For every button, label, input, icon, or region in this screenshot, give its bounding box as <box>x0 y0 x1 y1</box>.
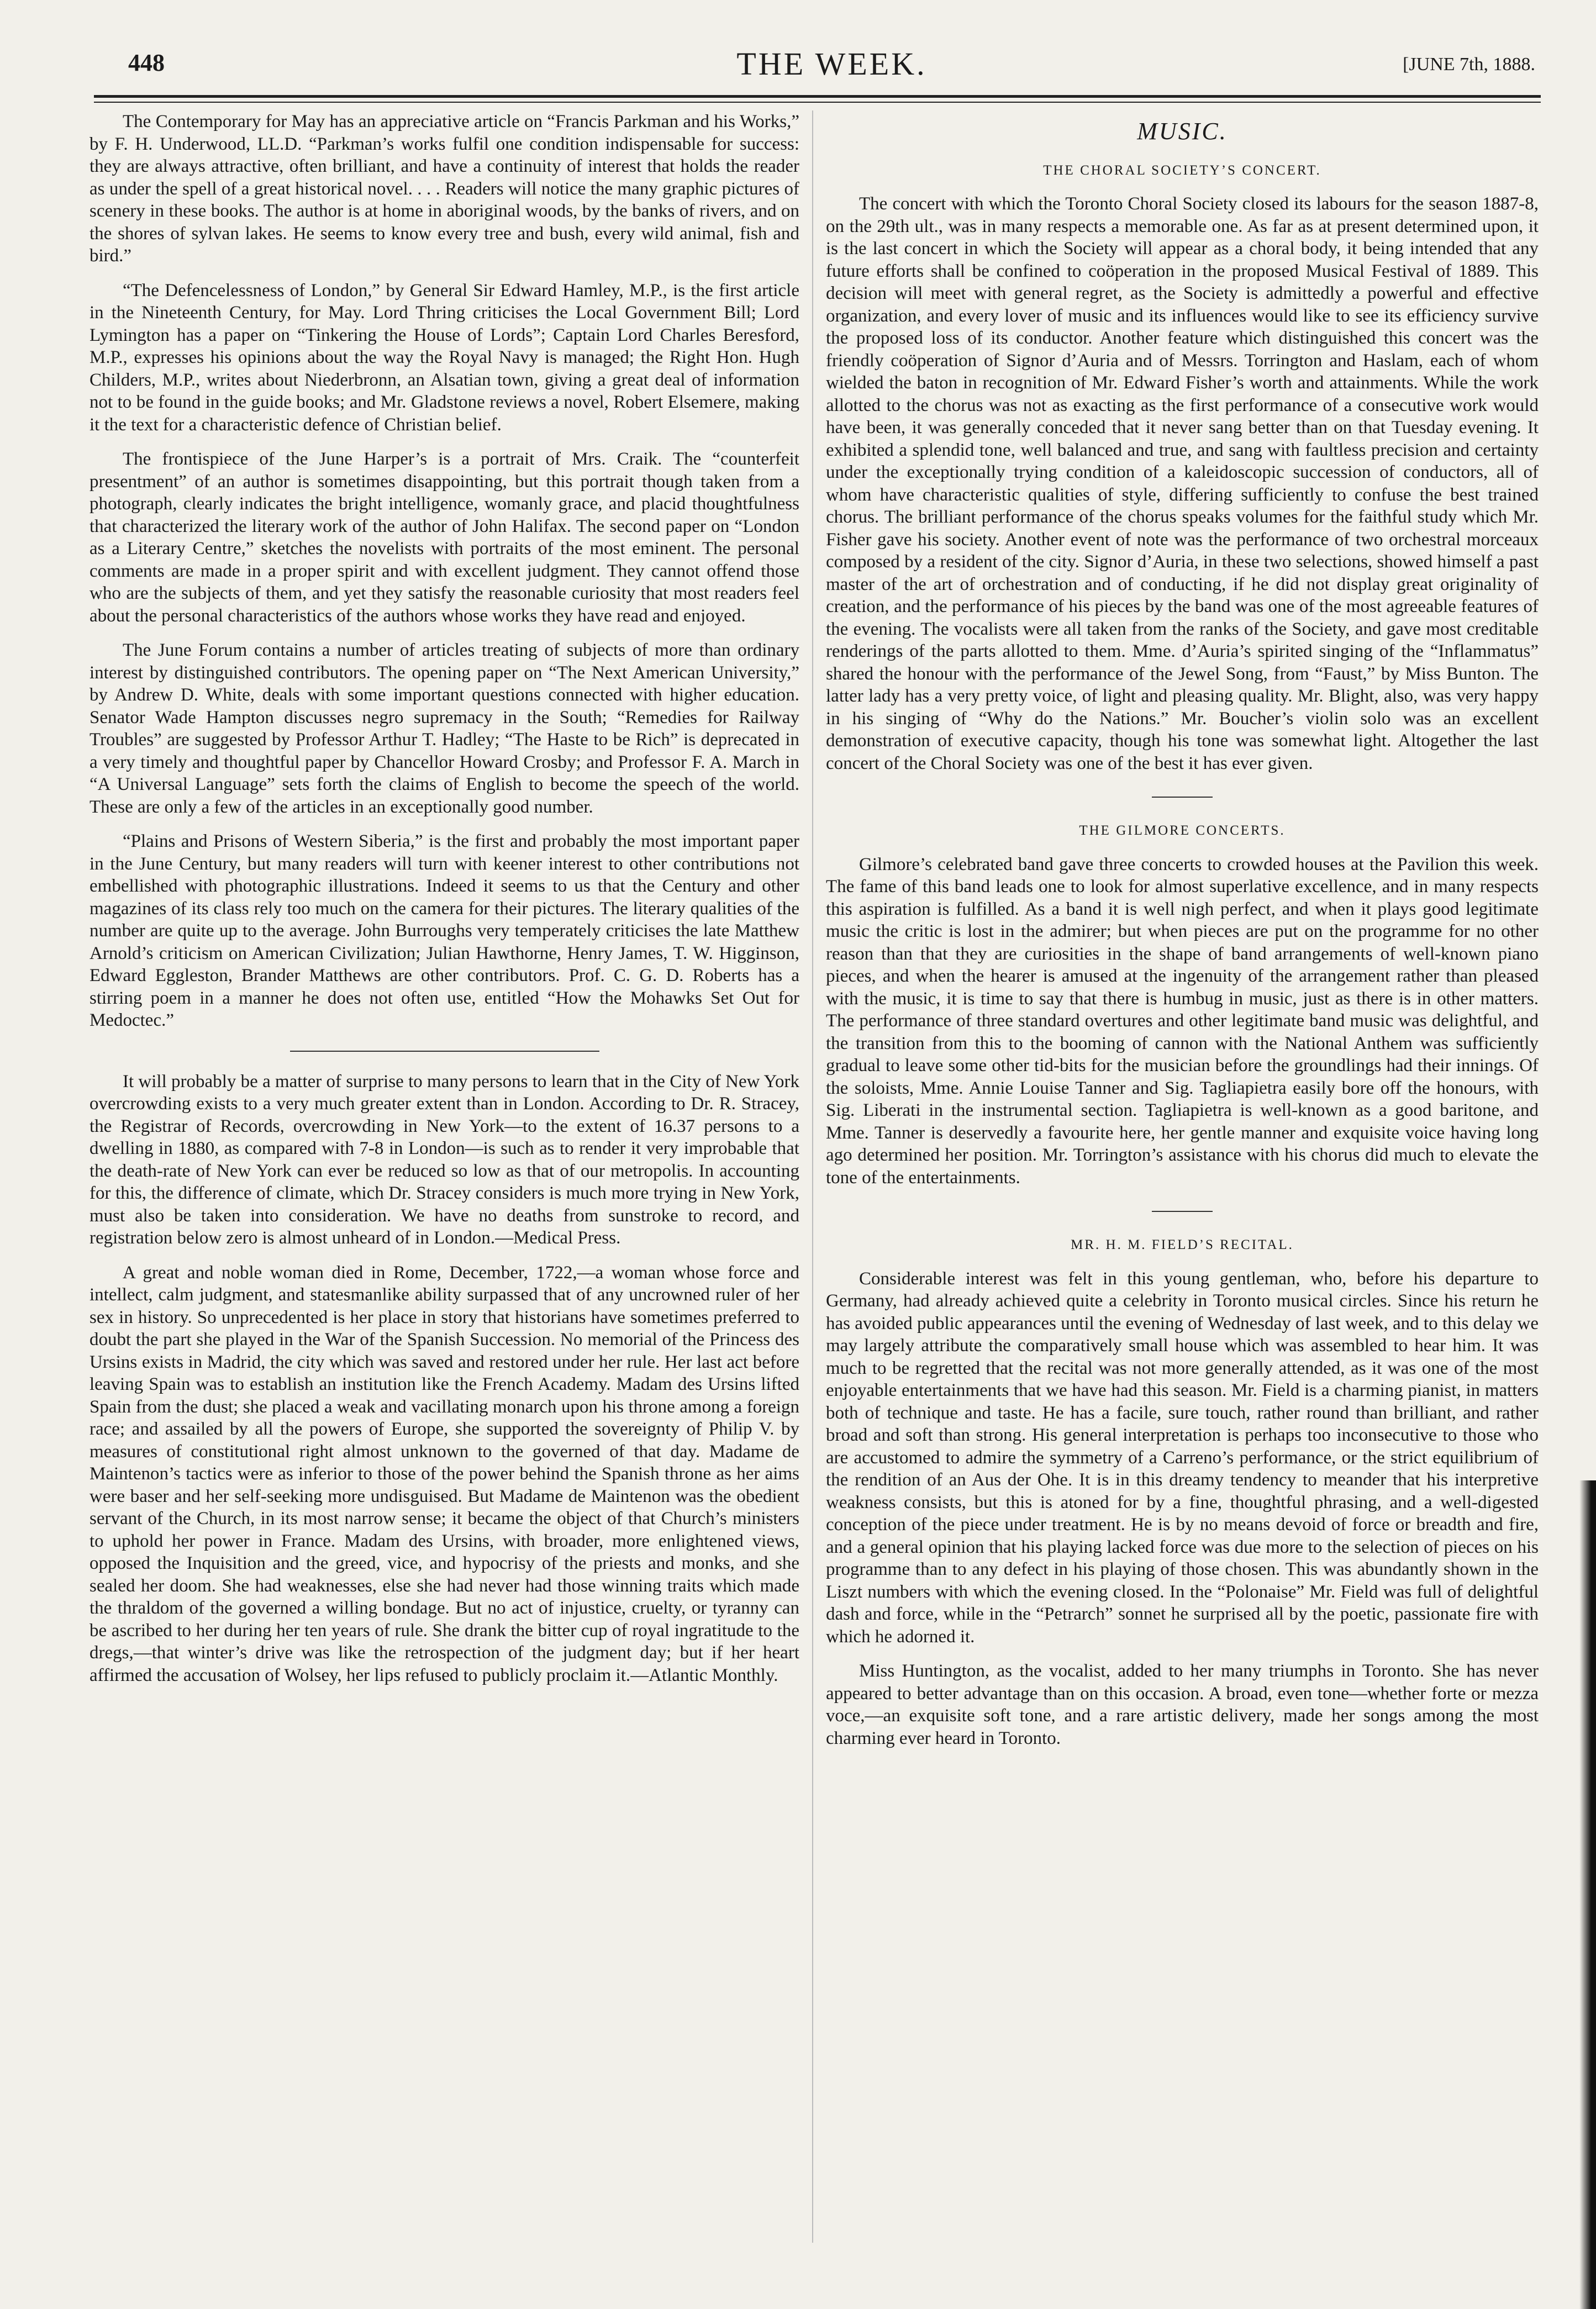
contemporary-paragraph: The Contemporary for May has an appreciative article on “Francis Parkman and his Works,” by F. H. Underwood, LL.D. “Parkman’s works fulfil one condition indispensable for success: they are always attractive, often brilliant, and have a continuity of interest that holds the reader as under the spell of a great historical novel. . . . Readers will notice the many graphic pictures of scenery in these books. The author is at home in aboriginal woods, by the banks of rivers, and on the shores of sylvan lakes. He seems to know every tree and bush, every wild animal, fish and bird.” <box>89 112 799 266</box>
masthead-title: THE WEEK. <box>736 46 927 82</box>
page-number: 448 <box>128 49 165 76</box>
century-paragraph: “Plains and Prisons of Western Siberia,” is the first and probably the most important paper in the June Century, but many readers will turn with keener interest to other contributions not embellished with photographic illustrations. Indeed it seems to us that the Century and other magazines of its class rely too much on the camera for their pictures. The literary qualities of the number are quite up to the average. John Burroughs very temperately criticises the late Matthew Arnold’s criticism on American Civilization; Julian Hawthorne, Henry James, T. W. Higginson, Edward Eggleston, Brander Matthews are other contributors. Prof. C. G. D. Roberts has a stirring poem in a manner he does not often use, entitled “How the Mohawks Set Out for Medoctec.” <box>89 831 799 1030</box>
column-divider <box>812 110 813 2243</box>
choral-concert-heading: THE CHORAL SOCIETY’S CONCERT. <box>1043 162 1321 178</box>
gilmore-concerts-heading: THE GILMORE CONCERTS. <box>1079 823 1286 838</box>
harpers-paragraph: The frontispiece of the June Harper’s is a portrait of Mrs. Craik. The “counterfeit presentment” of an author is sometimes disappointing, but this portrait though taken from a photograph, clearly indicates the bright intelligence, womanly grace, and placid thoughtfulness that characterized the literary work of the author of John Halifax. The second paper on “London as a Literary Centre,” sketches the novelists with portraits of the most eminent. The personal comments are made in a proper spirit and with excellent judgment. They cannot offend those who are the subjects of them, and yet they satisfy the reasonable curiosity that most readers feel about the personal characteristics of the authors whose works they have read and enjoyed. <box>89 449 799 626</box>
field-recital-heading: MR. H. M. FIELD’S RECITAL. <box>1071 1237 1294 1252</box>
header-rule-thin <box>94 102 1541 103</box>
princess-des-ursins-paragraph: A great and noble woman died in Rome, December, 1722,—a woman whose force and intellect, calm judgment, and statesmanlike ability surpassed that of any uncrowned ruler of her sex in history. So unprecedented is her place in story that historians have sometimes preferred to doubt the part she played in the War of the Spanish Succession. No memorial of the Princess des Ursins exists in Madrid, the city which was saved and restored under her rule. Her last act before leaving Spain was to establish an institution like the French Academy. Madam des Ursins lifted Spain from the dust; she placed a weak and vacillating monarch upon his throne among a foreign race; and assailed by all the powers of Europe, she supported the sovereignty of Philip V. by measures of constitutional right almost unknown to the governed of that day. Madame de Maintenon’s tactics were as inferior to those of the power behind the Spanish throne as her aims were baser and her self-seeking more undisguised. But Madame de Maintenon was the obedient servant of the Church, in its most narrow sense; it became the object of that Church’s ministers to uphold her power in France. Madam des Ursins, with broader, more enlightened views, opposed the Inquisition and the greed, vice, and hypocrisy of the priests and monks, and she sealed her doom. She had weaknesses, else she had never had those winning traits which made the thraldom of the governed a willing bondage. But no act of injustice, cruelty, or tyranny can be ascribed to her during her ten years of rule. She drank the bitter cup of royal ingratitude to the dregs,—that winter’s drive was like the retrospection of the judgment day; but if her heart affirmed the accusation of Wolsey, her lips refused to publicly proclaim it.—Atlantic Monthly. <box>89 1262 799 1685</box>
header-rule-thick <box>94 95 1541 98</box>
gilmore-concerts-paragraph: Gilmore’s celebrated band gave three concerts to crowded houses at the Pavilion this week. The fame of this band leads one to look for almost superlative excellence, and in many respects this aspiration is fulfilled. As a band it is well nigh perfect, and when it plays good legitimate music the critic is lost in the admirer; but when pieces are put on the programme for no other reason than that they are curiosities in the shape of band arrangements of well-known piano pieces, and when the hearer is amused at the ingenuity of the arrangement rather than pleased with the music, it is time to say that there is humbug in music, just as there is in other matters. The performance of three standard overtures and other legitimate band music was delightful, and the transition from this to the booming of cannon with the National Anthem was sufficiently gradual to leave some other tid-bits for the musician before the groundlings had their innings. Of the soloists, Mme. Annie Louise Tanner and Sig. Tagliapietra easily bore off the honours, with Sig. Liberati in the instrumental section. Tagliapietra is well-known as a good baritone, and Mme. Tanner is deservedly a favourite here, her gentle manner and exquisite voice having long ago determined her position. Mr. Torrington’s assistance with his chorus did much to elevate the tone of the entertainments. <box>826 854 1539 1188</box>
forum-paragraph: The June Forum contains a number of articles treating of subjects of more than ordinary interest by distinguished contributors. The opening paper on “The Next American University,” by Andrew D. White, deals with some important questions connected with higher education. Senator Wade Hampton discusses negro supremacy in the South; “Remedies for Railway Troubles” are suggested by Professor Arthur T. Hadley; “The Haste to be Rich” is deprecated in a very timely and thoughtful paper by Chancellor Howard Crosby; and Professor F. A. March in “A Universal Language” sets forth the claims of English to become the speech of the world. These are only a few of the articles in an exceptionally good number. <box>89 640 799 817</box>
page-binding-shadow <box>1579 1480 1596 2309</box>
music-section-title: MUSIC. <box>1137 118 1228 145</box>
issue-date: [JUNE 7th, 1888. <box>1403 54 1535 75</box>
left-column <box>89 110 799 2243</box>
nineteenth-century-paragraph: “The Defencelessness of London,” by General Sir Edward Hamley, M.P., is the first article in the Nineteenth Century, for May. Lord Thring criticises the Local Government Bill; Lord Lymington has a paper on “Tinkering the House of Lords”; Captain Lord Charles Beresford, M.P., expresses his opinions about the way the Royal Navy is managed; the Right Hon. Hugh Childers, M.P., writes about Niederbronn, an Alsatian town, giving a great deal of information not to be found in the guide books; and Mr. Gladstone reviews a novel, Robert Elsemere, making it the text for a characteristic defence of Christian belief. <box>89 280 799 435</box>
section-rule <box>1152 797 1213 798</box>
section-rule <box>290 1051 599 1052</box>
huntington-paragraph: Miss Huntington, as the vocalist, added to her many triumphs in Toronto. She has never appeared to better advantage than on this occasion. A broad, even tone—whether forte or mezza voce,—an exquisite soft tone, and a rare artistic delivery, made her songs among the most charming ever heard in Toronto. <box>826 1661 1539 1748</box>
overcrowding-paragraph: It will probably be a matter of surprise to many persons to learn that in the City of New York overcrowding exists to a very much greater extent than in London. According to Dr. R. Stracey, the Registrar of Records, overcrowding in New York—to the extent of 16.37 persons to a dwelling in 1880, as compared with 7-8 in London—is such as to render it very improbable that the death-rate of New York can ever be reduced so low as that of our metropolis. In accounting for this, the difference of climate, which Dr. Stracey considers is much more trying in New York, must also be taken into consideration. We have no deaths from sunstroke to record, and registration below zero is almost unheard of in London.—Medical Press. <box>89 1071 799 1248</box>
section-rule <box>1152 1211 1213 1212</box>
choral-concert-paragraph: The concert with which the Toronto Choral Society closed its labours for the season 1887-8, on the 29th ult., was in many respects a memorable one. As far as at present determined upon, it is the last concert in which the Society will appear as a choral body, it being intended that any future efforts shall be confined to coöperation in the proposed Musical Festival of 1889. This decision will meet with general regret, as the Society is admittedly a powerful and effective organization, and every lover of music and its influences would like to see its efficiency survive the proposed loss of its conductor. Another feature which distinguished this concert was the friendly coöperation of Signor d’Auria and of Messrs. Torrington and Haslam, each of whom wielded the baton in recognition of Mr. Edward Fisher’s worth and attainments. While the work allotted to the chorus was not as exacting as the first performance of a consecutive work would have been, it was generally conceded that it never sang better than on that Tuesday evening. It exhibited a splendid tone, well balanced and true, and sang with faultless precision and certainty under the exceptionally trying condition of a kaleidoscopic succession of conductors, all of whom have characteristic qualities of style, differing sufficiently to confuse the best trained chorus. The brilliant performance of the chorus speaks volumes for the faithful study which Mr. Fisher gave his society. Another event of note was the performance of two orchestral morceaux composed by a resident of the city. Signor d’Auria, in these two selections, showed himself a past master of the art of orchestration and of conducting, if he did not display great originality of creation, and the performance of his pieces by the band was one of the most agreeable features of the evening. The vocalists were all taken from the ranks of the Society, and gave most creditable renderings of the parts allotted to them. Mme. d’Auria’s spirited singing of the “Inflammatus” shared the honour with the performance of the Jewel Song, from “Faust,” by Miss Bunton. The latter lady has a very pretty voice, of light and pleasing quality. Mr. Blight, also, was very happy in his singing of “Why do the Nations.” Mr. Boucher’s violin solo was an excellent demonstration of executive capacity, though his tone was somewhat light. Altogether the last concert of the Choral Society was one of the best it has ever given. <box>826 194 1539 773</box>
page-header <box>128 46 1535 98</box>
field-recital-paragraph: Considerable interest was felt in this young gentleman, who, before his departure to Germany, had already achieved quite a celebrity in Toronto musical circles. Since his return he has avoided public appearances until the evening of Wednesday of last week, and to this delay we may largely attribute the comparatively small house which was assembled to hear him. It was much to be regretted that the recital was not more generally attended, as it was one of the most enjoyable entertainments that we have had this season. Mr. Field is a charming pianist, in matters both of technique and taste. He has a facile, sure touch, rather round than brilliant, and rather broad and soft than strong. His general interpretation is perhaps too inconsecutive to those who are accustomed to admire the symmetry of a Carreno’s performance, or the strict equilibrium of the rendition of an Aus der Ohe. It is in this dreamy tendency to meander that his interpretive weakness consists, but this is atoned for by a fine, thoughtful phrasing, and a well-digested conception of the piece under treatment. He is by no means devoid of force or breadth and fire, and a general opinion that his playing lacked force was due more to the selection of pieces on his programme than to any defect in his playing of those chosen. This was abundantly shown in the Liszt numbers with which the evening closed. In the “Polonaise” Mr. Field was full of delightful dash and force, while in the “Petrarch” sonnet he surprised all by the poetic, passionate fire with which he adorned it. <box>826 1268 1539 1647</box>
right-column <box>826 110 1539 2243</box>
